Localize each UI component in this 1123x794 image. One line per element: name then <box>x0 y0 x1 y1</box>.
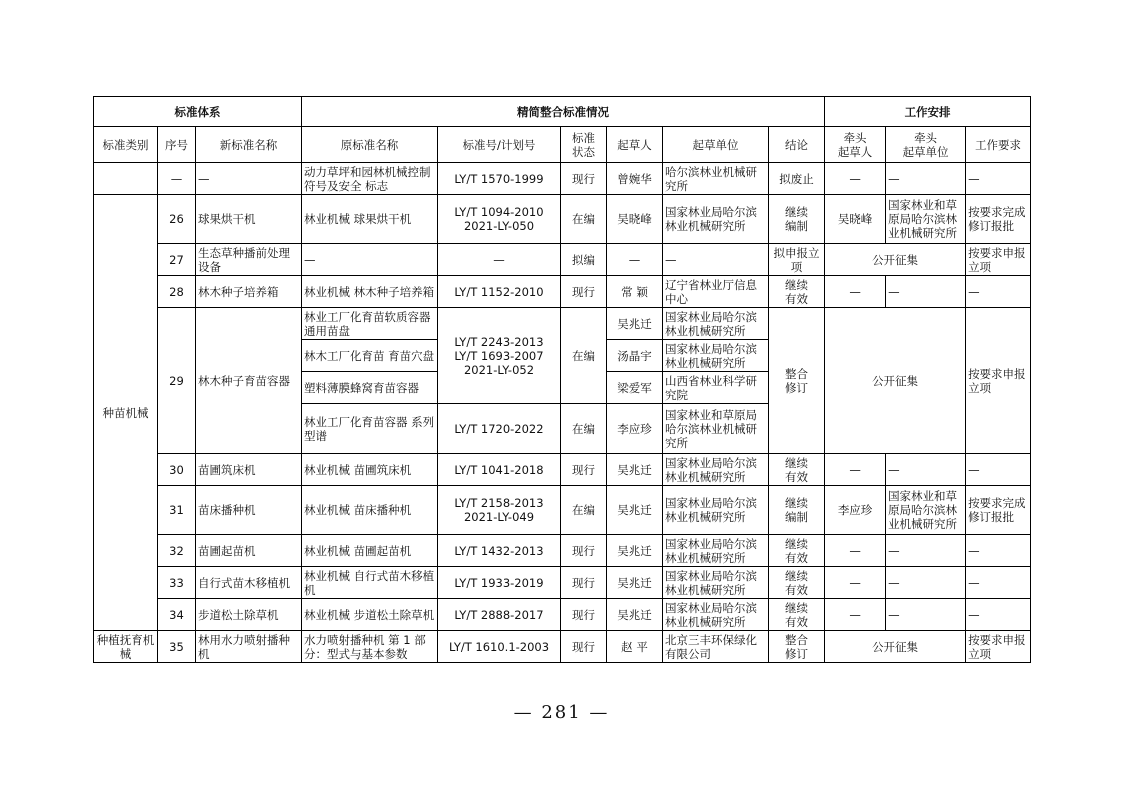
lead-drafter-cell: — <box>825 599 886 631</box>
orig-name-cell: 林业工厂化育苗容器 系列型谱 <box>302 404 438 454</box>
new-name-cell: — <box>196 163 302 195</box>
work-plan-merged-cell: 公开征集 <box>825 308 966 454</box>
category-cell: 种苗机械 <box>94 195 158 631</box>
code-cell: LY/T 1432-2013 <box>438 535 561 567</box>
table-row <box>94 163 1031 195</box>
unit-cell: 国家林业局哈尔滨林业机械研究所 <box>663 535 769 567</box>
header-column-row <box>94 127 1031 163</box>
work-plan-merged-cell: 公开征集 <box>825 631 966 663</box>
table-row <box>94 535 1031 567</box>
status-cell: 现行 <box>561 535 607 567</box>
status-cell: 现行 <box>561 276 607 308</box>
seq-cell: 31 <box>158 486 196 535</box>
requirement-cell: — <box>966 454 1031 486</box>
orig-name-cell: 水力喷射播种机 第 1 部分：型式与基本参数 <box>302 631 438 663</box>
lead-unit-cell: 国家林业和草原局哈尔滨林业机械研究所 <box>886 486 966 535</box>
table-row <box>94 195 1031 244</box>
lead-drafter-cell: 吴晓峰 <box>825 195 886 244</box>
seq-cell: 32 <box>158 535 196 567</box>
new-name-cell: 林木种子育苗容器 <box>196 308 302 454</box>
code-cell: LY/T 1933-2019 <box>438 567 561 599</box>
unit-cell: 国家林业局哈尔滨林业机械研究所 <box>663 454 769 486</box>
table-row <box>94 486 1031 535</box>
orig-name-cell: 林业机械 苗圃起苗机 <box>302 535 438 567</box>
requirement-cell: — <box>966 276 1031 308</box>
header-lead-unit: 牵头 起草单位 <box>886 127 966 163</box>
conclusion-cell: 继续 有效 <box>769 599 825 631</box>
new-name-cell: 苗床播种机 <box>196 486 302 535</box>
unit-cell: 国家林业局哈尔滨林业机械研究所 <box>663 340 769 372</box>
code-cell: LY/T 1094-2010 2021-LY-050 <box>438 195 561 244</box>
lead-drafter-cell: — <box>825 276 886 308</box>
header-group-consolidation: 精简整合标准情况 <box>302 97 825 127</box>
status-cell: 在编 <box>561 195 607 244</box>
unit-cell: 国家林业局哈尔滨林业机械研究所 <box>663 486 769 535</box>
drafter-cell: 吴兆迁 <box>607 486 663 535</box>
status-cell: 现行 <box>561 454 607 486</box>
new-name-cell: 生态草种播前处理设备 <box>196 244 302 276</box>
code-cell: LY/T 1152-2010 <box>438 276 561 308</box>
drafter-cell: 汤晶宇 <box>607 340 663 372</box>
status-cell: 在编 <box>561 486 607 535</box>
new-name-cell: 林木种子培养箱 <box>196 276 302 308</box>
unit-cell: 国家林业和草原局哈尔滨林业机械研究所 <box>663 404 769 454</box>
orig-name-cell: 林业工厂化育苗软质容器通用苗盘 <box>302 308 438 340</box>
code-cell: LY/T 1041-2018 <box>438 454 561 486</box>
conclusion-cell: 整合 修订 <box>769 631 825 663</box>
seq-cell: 29 <box>158 308 196 454</box>
header-group-work-plan: 工作安排 <box>825 97 1031 127</box>
seq-cell: 28 <box>158 276 196 308</box>
drafter-cell: 常 颖 <box>607 276 663 308</box>
orig-name-cell: 林木工厂化育苗 育苗穴盘 <box>302 340 438 372</box>
header-new-name: 新标准名称 <box>196 127 302 163</box>
category-cell-empty <box>94 163 158 195</box>
table-row <box>94 599 1031 631</box>
drafter-cell: 吴晓峰 <box>607 195 663 244</box>
code-cell: LY/T 1610.1-2003 <box>438 631 561 663</box>
drafter-cell: 吴兆迁 <box>607 567 663 599</box>
seq-cell: 33 <box>158 567 196 599</box>
unit-cell: 北京三丰环保绿化有限公司 <box>663 631 769 663</box>
new-name-cell: 球果烘干机 <box>196 195 302 244</box>
header-conclusion: 结论 <box>769 127 825 163</box>
standards-table <box>93 96 1031 663</box>
code-cell: LY/T 2158-2013 2021-LY-049 <box>438 486 561 535</box>
conclusion-cell: 继续 有效 <box>769 535 825 567</box>
header-group-standard-system: 标准体系 <box>94 97 302 127</box>
unit-cell: 辽宁省林业厅信息中心 <box>663 276 769 308</box>
requirement-cell: 按要求完成修订报批 <box>966 195 1031 244</box>
seq-cell: 35 <box>158 631 196 663</box>
requirement-cell: 按要求申报立项 <box>966 244 1031 276</box>
code-cell: LY/T 2888-2017 <box>438 599 561 631</box>
requirement-cell: 按要求完成修订报批 <box>966 486 1031 535</box>
header-seq: 序号 <box>158 127 196 163</box>
unit-cell: — <box>663 244 769 276</box>
lead-unit-cell: — <box>886 163 966 195</box>
new-name-cell: 自行式苗木移植机 <box>196 567 302 599</box>
orig-name-cell: 林业机械 步道松土除草机 <box>302 599 438 631</box>
orig-name-cell: 林业机械 苗圃筑床机 <box>302 454 438 486</box>
drafter-cell: 梁爱军 <box>607 372 663 404</box>
drafter-cell: 李应珍 <box>607 404 663 454</box>
lead-unit-cell: 国家林业和草原局哈尔滨林业机械研究所 <box>886 195 966 244</box>
page-number: — 281 — <box>513 702 610 723</box>
requirement-cell: 按要求申报立项 <box>966 631 1031 663</box>
header-unit: 起草单位 <box>663 127 769 163</box>
status-cell: 在编 <box>561 308 607 404</box>
new-name-cell: 苗圃起苗机 <box>196 535 302 567</box>
header-requirement: 工作要求 <box>966 127 1031 163</box>
conclusion-cell: 拟申报立项 <box>769 244 825 276</box>
lead-unit-cell: — <box>886 599 966 631</box>
lead-unit-cell: — <box>886 567 966 599</box>
orig-name-cell: — <box>302 244 438 276</box>
requirement-cell: — <box>966 567 1031 599</box>
code-cell: LY/T 1720-2022 <box>438 404 561 454</box>
unit-cell: 国家林业局哈尔滨林业机械研究所 <box>663 195 769 244</box>
table-row <box>94 567 1031 599</box>
table-row <box>94 454 1031 486</box>
status-cell: 现行 <box>561 567 607 599</box>
header-drafter: 起草人 <box>607 127 663 163</box>
table-row <box>94 631 1031 663</box>
header-category: 标准类别 <box>94 127 158 163</box>
drafter-cell: 曾婉华 <box>607 163 663 195</box>
status-cell: 拟编 <box>561 244 607 276</box>
seq-cell: 30 <box>158 454 196 486</box>
conclusion-cell: 整合 修订 <box>769 308 825 454</box>
new-name-cell: 步道松土除草机 <box>196 599 302 631</box>
header-lead-drafter: 牵头 起草人 <box>825 127 886 163</box>
category-cell: 种植抚育机械 <box>94 631 158 663</box>
requirement-cell: — <box>966 599 1031 631</box>
conclusion-cell: 继续 有效 <box>769 454 825 486</box>
header-status: 标准 状态 <box>561 127 607 163</box>
unit-cell: 国家林业局哈尔滨林业机械研究所 <box>663 308 769 340</box>
orig-name-cell: 动力草坪和园林机械控制符号及安全 标志 <box>302 163 438 195</box>
table-row <box>94 308 1031 340</box>
code-cell: LY/T 1570-1999 <box>438 163 561 195</box>
orig-name-cell: 林业机械 苗床播种机 <box>302 486 438 535</box>
lead-drafter-cell: — <box>825 535 886 567</box>
lead-unit-cell: — <box>886 454 966 486</box>
conclusion-cell: 继续 编制 <box>769 195 825 244</box>
requirement-cell: — <box>966 535 1031 567</box>
unit-cell: 国家林业局哈尔滨林业机械研究所 <box>663 567 769 599</box>
work-plan-merged-cell: 公开征集 <box>825 244 966 276</box>
new-name-cell: 林用水力喷射播种机 <box>196 631 302 663</box>
orig-name-cell: 林业机械 林木种子培养箱 <box>302 276 438 308</box>
lead-drafter-cell: — <box>825 163 886 195</box>
drafter-cell: 吴兆迁 <box>607 599 663 631</box>
seq-cell: 34 <box>158 599 196 631</box>
drafter-cell: 赵 平 <box>607 631 663 663</box>
lead-drafter-cell: 李应珍 <box>825 486 886 535</box>
seq-cell: 26 <box>158 195 196 244</box>
seq-cell: 27 <box>158 244 196 276</box>
drafter-cell: 吴兆迁 <box>607 308 663 340</box>
lead-unit-cell: — <box>886 535 966 567</box>
status-cell: 现行 <box>561 631 607 663</box>
header-code: 标准号/计划号 <box>438 127 561 163</box>
drafter-cell: 吴兆迁 <box>607 454 663 486</box>
status-cell: 现行 <box>561 599 607 631</box>
conclusion-cell: 拟废止 <box>769 163 825 195</box>
table-row <box>94 244 1031 276</box>
table-row <box>94 276 1031 308</box>
requirement-cell: — <box>966 163 1031 195</box>
lead-drafter-cell: — <box>825 454 886 486</box>
status-cell: 现行 <box>561 163 607 195</box>
code-cell: — <box>438 244 561 276</box>
status-cell: 在编 <box>561 404 607 454</box>
unit-cell: 山西省林业科学研究院 <box>663 372 769 404</box>
orig-name-cell: 林业机械 自行式苗木移植机 <box>302 567 438 599</box>
unit-cell: 国家林业局哈尔滨林业机械研究所 <box>663 599 769 631</box>
conclusion-cell: 继续 有效 <box>769 276 825 308</box>
drafter-cell: 吴兆迁 <box>607 535 663 567</box>
new-name-cell: 苗圃筑床机 <box>196 454 302 486</box>
drafter-cell: — <box>607 244 663 276</box>
lead-drafter-cell: — <box>825 567 886 599</box>
orig-name-cell: 塑料薄膜蜂窝育苗容器 <box>302 372 438 404</box>
header-group-row <box>94 97 1031 127</box>
requirement-cell: 按要求申报立项 <box>966 308 1031 454</box>
conclusion-cell: 继续 编制 <box>769 486 825 535</box>
unit-cell: 哈尔滨林业机械研究所 <box>663 163 769 195</box>
header-orig-name: 原标准名称 <box>302 127 438 163</box>
orig-name-cell: 林业机械 球果烘干机 <box>302 195 438 244</box>
conclusion-cell: 继续 有效 <box>769 567 825 599</box>
lead-unit-cell: — <box>886 276 966 308</box>
seq-cell: — <box>158 163 196 195</box>
code-cell: LY/T 2243-2013 LY/T 1693-2007 2021-LY-052 <box>438 308 561 404</box>
